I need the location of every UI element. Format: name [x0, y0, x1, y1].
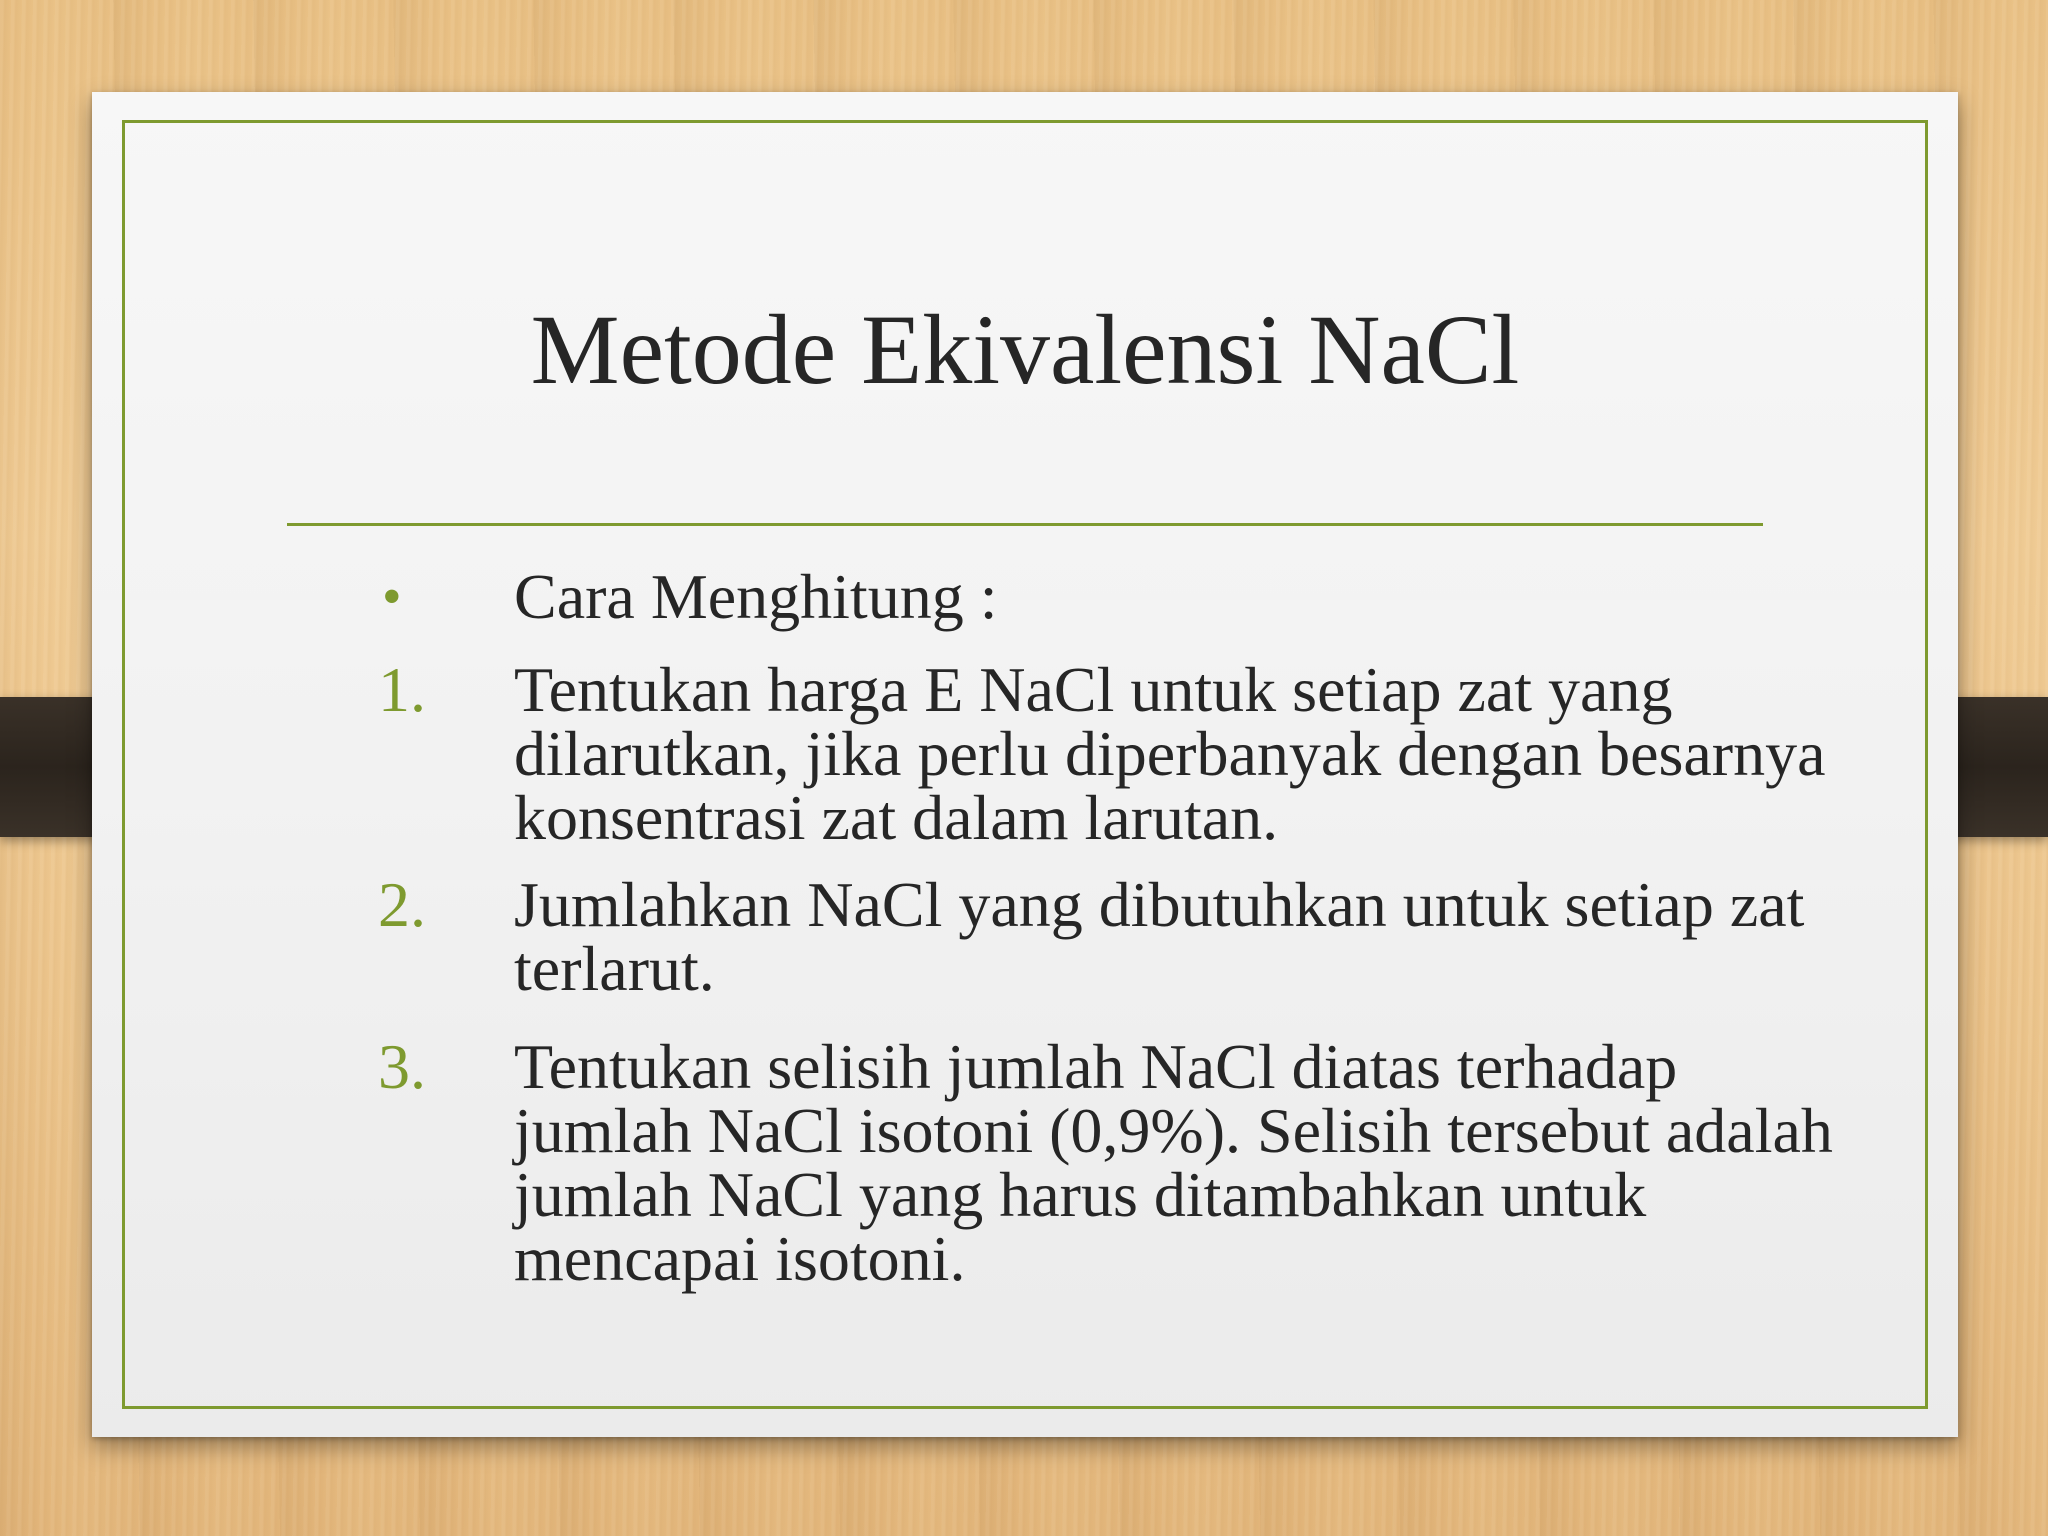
list-number-3: 3.	[378, 1031, 426, 1102]
intro-text: Cara Menghitung :	[514, 561, 998, 632]
list-text-1: Tentukan harga E NaCl untuk setiap zat yang dilarutkan, jika perlu diperbanyak dengan besarnya konsentrasi zat dalam larutan.	[514, 654, 1826, 853]
list-text-3: Tentukan selisih jumlah NaCl diatas terhadap jumlah NaCl isotoni (0,9%). Selisih tersebut adalah jumlah NaCl yang harus ditambahkan untuk mencapai isotoni.	[514, 1031, 1833, 1294]
slide-card	[92, 92, 1958, 1437]
bullet-marker: •	[382, 566, 402, 628]
list-number-1: 1.	[378, 654, 426, 725]
title-divider	[287, 523, 1763, 526]
list-text-2: Jumlahkan NaCl yang dibutuhkan untuk setiap zat terlarut.	[514, 869, 1805, 1004]
list-number-2: 2.	[378, 869, 426, 940]
slide-title: Metode Ekivalensi NaCl	[530, 294, 1520, 405]
